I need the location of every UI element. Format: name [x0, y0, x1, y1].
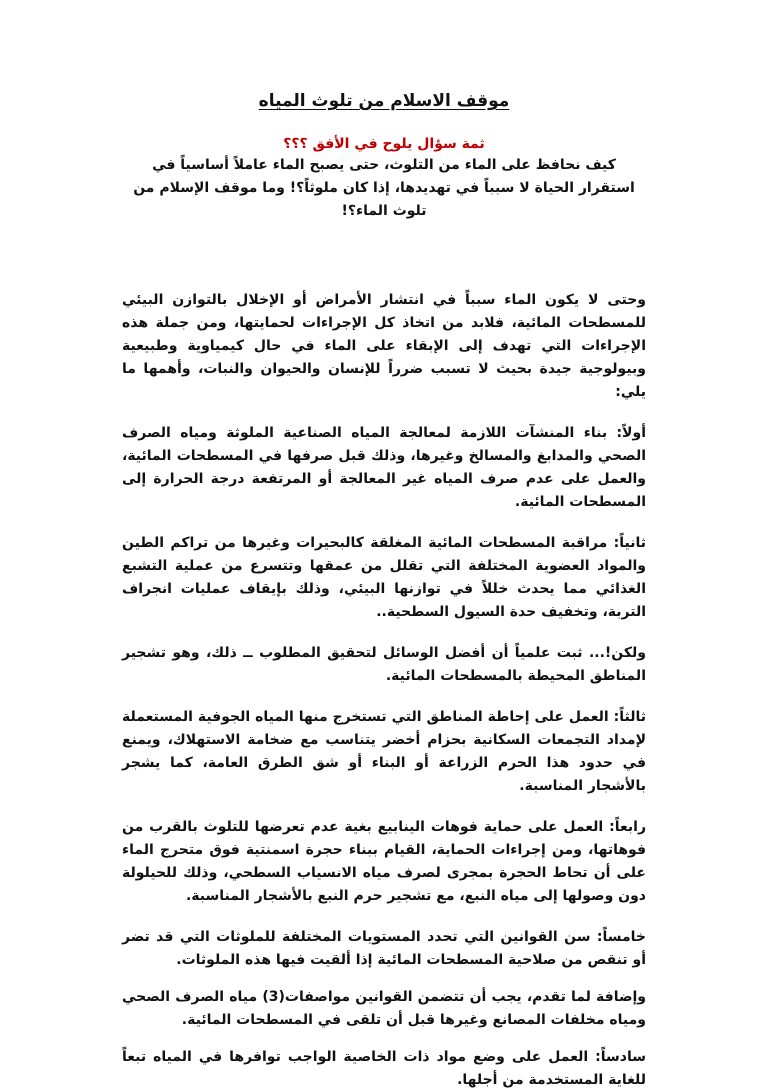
paragraph-measures-intro: وحتى لا يكون الماء سبباً في انتشار الأمراض أو الإخلال بالتوازن البيئي للمسطحات المائية، فلابد من اتخاذ كل الإجراءات لحمايتها، ومن جملة هذه الإجراءات التي تهدف إلى الإبقاء على الماء في حال كيمياوية وطبيعية وبيولوجية جيدة بحيث لا تسبب ضرراً للإنسان والحيوان والنبات، وأهمها ما يلي:: [122, 292, 646, 400]
paragraph-third: ثالثاً: العمل على إحاطة المناطق التي تستخرج منها المياه الجوفية المستعملة لإمداد التجمعات السكانية بحزام أخضر يتناسب مع ضخامة الاستهلاك، ويمنع في حدود هذا الحرم الزراعة أو البناء أو شق الطرق العامة، كما يشجر بالأشجار المناسبة.: [122, 709, 646, 794]
intro-paragraph: كيف نحافظ على الماء من التلوث، حتى يصبح الماء عاملاً أساسياً في استقرار الحياة لا سبباً في تهديدها، إذا كان ملوثاً؟! وما موقف الإسلام من تلوث الماء؟!: [133, 157, 635, 219]
paragraph-but: ولكن!... ثبت علمياً أن أفضل الوسائل لتحقيق المطلوب ــ ذلك، وهو تشجير المناطق المحيطة بالمسطحات المائية.: [122, 645, 646, 684]
paragraph-first: أولاً: بناء المنشآت اللازمة لمعالجة المياه الصناعية الملوثة ومياه الصرف الصحي والمدابغ والمسالخ وغيرها، وذلك قبل صرفها في المسطحات المائية، والعمل على عدم صرف المياه غير المعالجة أو المرتفعة درجة الحرارة إلى المسطحات المائية.: [122, 425, 646, 510]
question-heading: ثمة سؤال يلوح في الأفق ؟؟؟: [283, 136, 485, 152]
paragraph-sixth: سادساً: العمل على وضع مواد ذات الخاصية الواجب توافرها في المياه تبعاً للغاية المستخدمة من أجلها.: [122, 1049, 646, 1088]
title-wrap: [122, 88, 646, 114]
paragraph-second: ثانياً: مراقبة المسطحات المائية المغلقة كالبحيرات وغيرها من تراكم الطين والمواد العضوية المختلفة التي تقلل من عمقها وتتسرع من عملية التشبع الغذائي مما يحدث خللاً في توازنها البيئي، وذلك بإيقاف عمليات انجراف التربة، وتخفيف حدة السيول السطحية..: [122, 535, 646, 620]
paragraph-fifth: خامساً: سن القوانين التي تحدد المستويات المختلفة للملوثات التي قد تضر أو تنقص من صلاحية المسطحات المائية إذا ألقيت فيها هذه الملوثات.: [122, 929, 646, 968]
paragraph-addition: وإضافة لما تقدم، يجب أن تتضمن القوانين مواصفات(3) مياه الصرف الصحي ومياه مخلفات المصانع وغيرها قبل أن تلقى في المسطحات المائية.: [122, 989, 646, 1028]
document-title: موقف الاسلام من تلوث المياه: [258, 91, 510, 111]
paragraph-fourth: رابعاً: العمل على حماية فوهات الينابيع بغية عدم تعرضها للتلوث بالقرب من فوهاتها، ومن إجراءات الحماية، القيام ببناء حجرة اسمنتية فوق متحرج الماء على أن تحاط الحجرة بمجرى لصرف مياه الانسياب السطحي، وذلك للحيلولة دون وصولها إلى مياه النبع، مع تشجير حرم النبع بالأشجار المناسبة.: [122, 819, 646, 904]
